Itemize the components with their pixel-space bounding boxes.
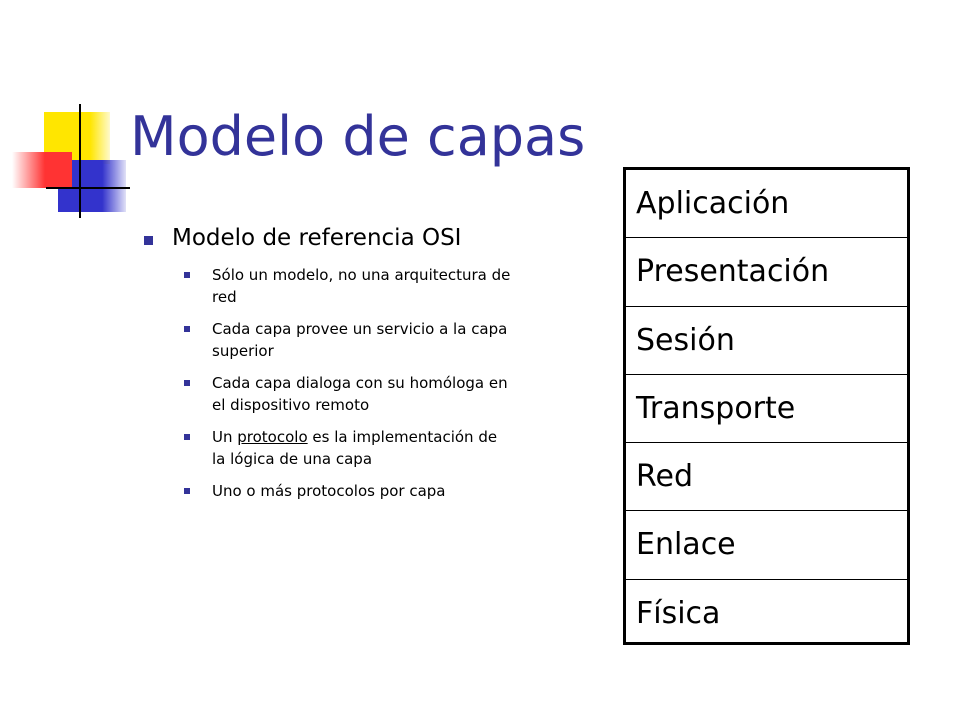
sub-bullet-text-prefix: Un (212, 428, 238, 446)
square-bullet-icon (184, 434, 190, 440)
slide-title: Modelo de capas (130, 105, 586, 168)
osi-layer-presentacion: Presentación (626, 238, 907, 306)
main-bullet-item (138, 222, 528, 502)
sub-bullet-item (172, 426, 512, 470)
osi-layer-enlace: Enlace (626, 511, 907, 579)
sub-bullet-item (172, 480, 512, 502)
osi-layers-table (623, 167, 910, 645)
sub-bullet-item (172, 318, 512, 362)
square-bullet-icon (184, 488, 190, 494)
osi-layer-red: Red (626, 443, 907, 511)
protocolo-underlined-text: protocolo (237, 428, 308, 446)
osi-layer-fisica: Física (636, 596, 721, 632)
square-bullet-icon (184, 272, 190, 278)
osi-layer-transporte: Transporte (626, 375, 907, 443)
square-bullet-icon (144, 236, 153, 245)
osi-layer-aplicacion: Aplicación (626, 170, 907, 238)
sub-bullet-text: Uno o más protocolos por capa (212, 482, 446, 500)
sub-bullet-text: Cada capa dialoga con su homóloga en el dispositivo remoto (212, 374, 508, 414)
sub-bullet-text-suffix: es la implementación de la lógica de una capa (212, 428, 498, 468)
osi-layer-sesion: Sesión (626, 307, 907, 375)
sub-bullet-item (172, 264, 512, 308)
square-bullet-icon (184, 380, 190, 386)
decorative-squares-logo (0, 0, 140, 230)
main-bullet-text: Modelo de referencia OSI (172, 225, 462, 251)
square-bullet-icon (184, 326, 190, 332)
sub-bullet-item (172, 372, 512, 416)
sub-bullet-list (172, 264, 512, 502)
sub-bullet-text: Sólo un modelo, no una arquitectura de red (212, 266, 511, 306)
sub-bullet-text: Cada capa provee un servicio a la capa superior (212, 320, 508, 360)
deco-red-square (12, 152, 72, 188)
bullet-list (138, 222, 528, 512)
